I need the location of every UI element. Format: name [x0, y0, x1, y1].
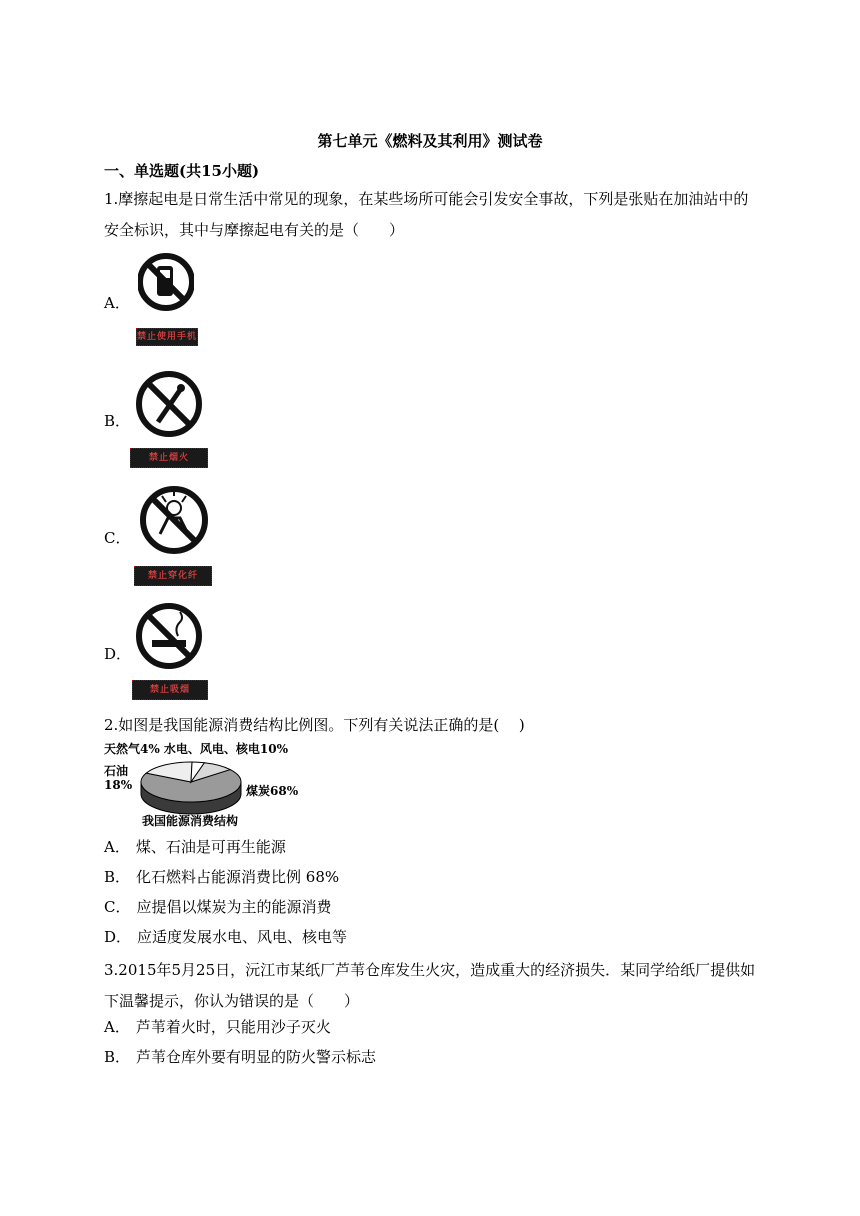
q1-option-d-letter: D． [104, 645, 132, 663]
no-cellphone-sign-icon [138, 248, 194, 324]
q3-option-b[interactable] [104, 1046, 376, 1067]
q2-option-c[interactable] [104, 896, 332, 917]
no-static-clothing-sign-icon [138, 482, 210, 560]
no-smoking-sign-icon [134, 600, 204, 676]
pie-label-oil: 石油 [104, 764, 129, 778]
q2-option-a-letter: A． [104, 838, 130, 856]
q1-option-c-sign[interactable] [138, 482, 210, 581]
q2-option-a-text: 煤、石油是可再生能源 [135, 838, 286, 856]
pie-label-coal: 煤炭68% [246, 784, 299, 798]
q3-option-b-letter: B． [104, 1048, 131, 1066]
q3-option-a[interactable] [104, 1016, 331, 1037]
document-title: 第七单元《燃料及其利用》测试卷 [317, 132, 543, 150]
q2-option-d-letter: D． [104, 928, 132, 946]
q3-option-b-text: 芦苇仓库外要有明显的防火警示标志 [136, 1048, 377, 1066]
q3-option-a-letter: A． [104, 1018, 130, 1036]
question-1-text: 1.摩擦起电是日常生活中常见的现象，在某些场所可能会引发安全事故，下列是张贴在加油站中的安全标识，其中与摩擦起电有关的是（ ） [104, 190, 749, 239]
q2-option-c-letter: C． [104, 898, 131, 916]
q1-option-b-letter: B． [104, 412, 131, 430]
energy-pie-chart [104, 740, 314, 828]
section-heading: 一、单选题(共15小题) [104, 162, 260, 180]
q3-option-a-text: 芦苇着火时，只能用沙子灭火 [135, 1018, 331, 1036]
q2-option-d[interactable] [104, 926, 347, 947]
pie-label-oil-percent: 18% [104, 778, 133, 792]
q2-option-b-text: 化石燃料占能源消费比例 68% [136, 868, 340, 886]
q1-option-b-sign[interactable] [134, 368, 204, 463]
q1-option-d-sign-label: 禁止吸烟 [132, 680, 208, 700]
q2-option-b-letter: B． [104, 868, 131, 886]
q1-option-c-sign-label: 禁止穿化纤 [134, 566, 212, 586]
q1-option-a-letter: A． [104, 294, 130, 312]
question-2-text: 2.如图是我国能源消费结构比例图。下列有关说法正确的是( ) [104, 716, 525, 734]
q1-option-d-sign[interactable] [134, 600, 204, 695]
pie-caption: 我国能源消费结构 [142, 814, 239, 828]
pie-label-top: 天然气4% 水电、风电、核电10% [104, 742, 289, 756]
q2-option-d-text: 应适度发展水电、风电、核电等 [137, 928, 348, 946]
q1-option-c-letter: C． [104, 529, 131, 547]
q2-option-c-text: 应提倡以煤炭为主的能源消费 [136, 898, 332, 916]
q1-option-a-sign[interactable] [137, 248, 198, 342]
q2-option-b[interactable] [104, 866, 339, 887]
q2-option-a[interactable] [104, 836, 286, 857]
q1-option-a-sign-label: 禁止使用手机 [136, 328, 198, 346]
q1-option-b-sign-label: 禁止烟火 [130, 448, 208, 468]
no-matches-sign-icon [134, 368, 204, 444]
question-3-text: 3.2015年5月25日，沅江市某纸厂芦苇仓库发生火灾，造成重大的经济损失．某同学给纸厂提供如下温馨提示，你认为错误的是（ ） [104, 961, 756, 1010]
